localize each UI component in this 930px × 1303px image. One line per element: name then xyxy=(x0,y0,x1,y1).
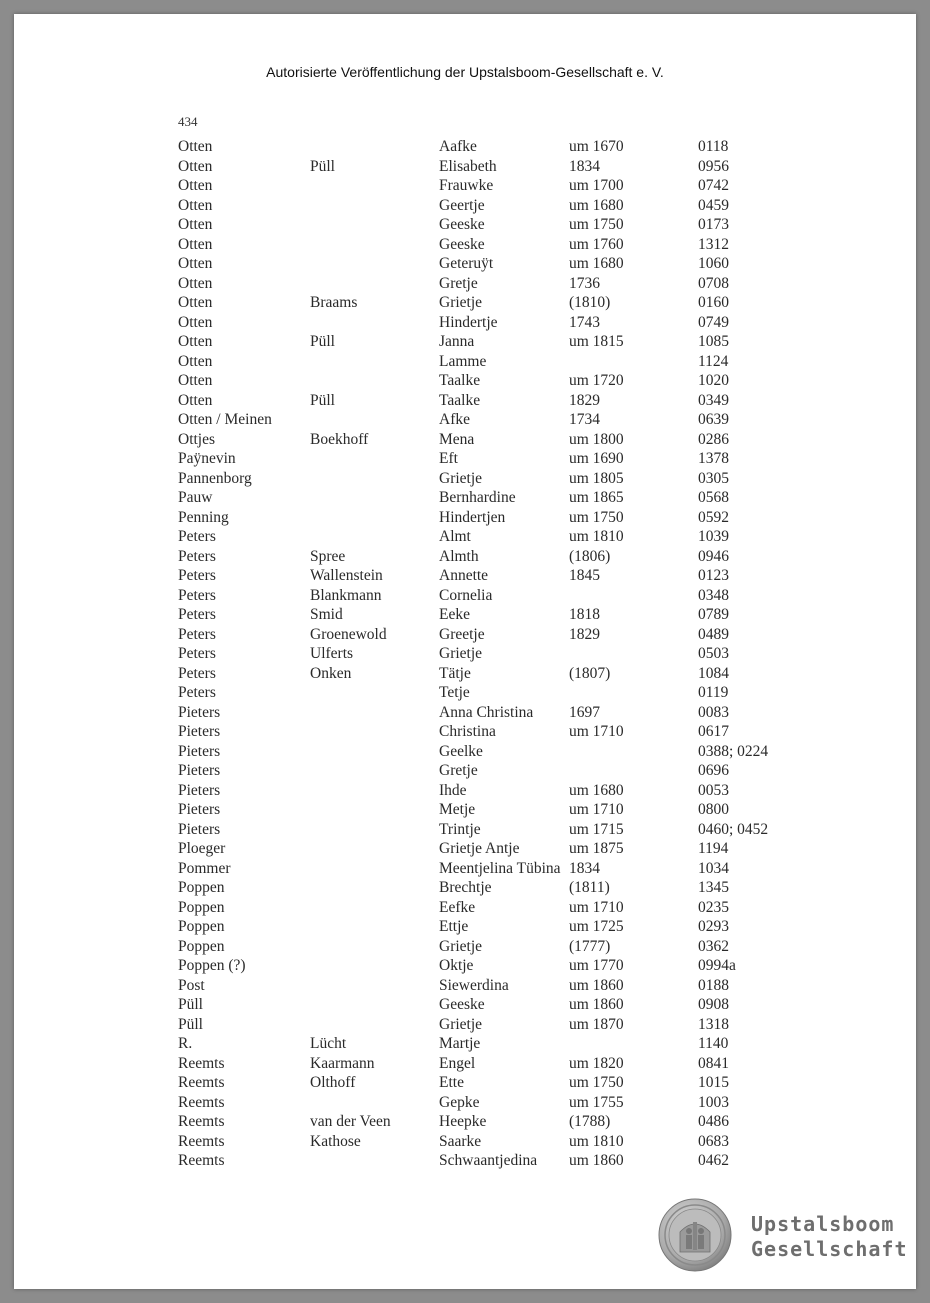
given-name-cell: Grietje xyxy=(439,294,483,311)
date-cell: 1818 xyxy=(569,606,600,623)
surname-cell: Otten xyxy=(178,196,213,214)
reference-cell: 1194 xyxy=(698,840,729,857)
table-row xyxy=(14,410,916,430)
reference-cell: 0994a xyxy=(698,957,736,974)
reference-cell: 0708 xyxy=(698,274,729,292)
table-row xyxy=(14,625,916,645)
date-cell: um 1770 xyxy=(569,957,624,974)
alt-name-cell: Püll xyxy=(310,391,335,409)
table-row xyxy=(14,176,916,196)
alt-name-cell: Püll xyxy=(310,157,335,175)
given-name-cell: Gretje xyxy=(439,762,478,779)
date-cell: um 1810 xyxy=(569,528,624,545)
reference-cell: 0348 xyxy=(698,586,729,604)
alt-name-cell: Blankmann xyxy=(310,586,382,604)
alt-name-cell: Smid xyxy=(310,606,343,623)
date-cell: um 1680 xyxy=(569,781,624,799)
date-cell: 1845 xyxy=(569,567,600,584)
alt-name-cell: Spree xyxy=(310,547,346,565)
surname-cell: Pauw xyxy=(178,489,213,506)
table-row xyxy=(14,878,916,898)
reference-cell: 0489 xyxy=(698,625,729,643)
reference-cell: 0305 xyxy=(698,469,729,487)
table-row xyxy=(14,820,916,840)
date-cell: 1834 xyxy=(569,859,600,877)
reference-cell: 0349 xyxy=(698,391,729,409)
date-cell: um 1710 xyxy=(569,723,624,740)
date-cell: 1743 xyxy=(569,313,600,331)
surname-cell: Post xyxy=(178,976,205,994)
date-cell: um 1750 xyxy=(569,216,624,233)
surname-cell: Otten xyxy=(178,333,213,350)
reference-cell: 0683 xyxy=(698,1132,729,1150)
date-cell: (1807) xyxy=(569,664,611,682)
reference-cell: 1034 xyxy=(698,859,729,877)
surname-cell: Pieters xyxy=(178,742,221,760)
table-row xyxy=(14,469,916,489)
surname-cell: Peters xyxy=(178,684,216,701)
reference-cell: 0749 xyxy=(698,313,729,331)
reference-cell: 1020 xyxy=(698,372,729,389)
given-name-cell: Lamme xyxy=(439,352,487,370)
given-name-cell: Saarke xyxy=(439,1132,482,1150)
reference-cell: 0503 xyxy=(698,645,729,662)
surname-cell: Otten xyxy=(178,255,213,272)
date-cell: um 1805 xyxy=(569,469,624,487)
surname-cell: Poppen (?) xyxy=(178,957,246,974)
reference-cell: 0286 xyxy=(698,430,729,448)
reference-cell: 0568 xyxy=(698,489,729,506)
given-name-cell: Grietje xyxy=(439,645,483,662)
given-name-cell: Anna Christina xyxy=(439,703,534,721)
table-row xyxy=(14,430,916,450)
given-name-cell: Geeske xyxy=(439,996,485,1013)
surname-cell: Paÿnevin xyxy=(178,450,236,467)
given-name-cell: Geertje xyxy=(439,196,485,214)
surname-cell: Pieters xyxy=(178,820,221,838)
surname-cell: Poppen xyxy=(178,918,225,935)
surname-cell: Pieters xyxy=(178,723,221,740)
given-name-cell: Annette xyxy=(439,567,489,584)
surname-cell: Otten xyxy=(178,391,213,409)
table-row xyxy=(14,995,916,1015)
page-header: Autorisierte Veröffentlichung der Upstalsboom-Gesellschaft e. V. xyxy=(266,64,664,80)
date-cell: um 1865 xyxy=(569,489,624,506)
given-name-cell: Almt xyxy=(439,528,471,545)
logo-line-2: Gesellschaft xyxy=(751,1237,908,1261)
reference-cell: 0742 xyxy=(698,177,729,194)
alt-name-cell: Boekhoff xyxy=(310,430,369,448)
table-row xyxy=(14,1073,916,1093)
table-row xyxy=(14,586,916,606)
table-row xyxy=(14,332,916,352)
reference-cell: 0293 xyxy=(698,918,729,935)
given-name-cell: Bernhardine xyxy=(439,489,516,506)
given-name-cell: Hindertjen xyxy=(439,508,506,526)
surname-cell: Peters xyxy=(178,645,216,662)
table-row xyxy=(14,956,916,976)
surname-cell: Poppen xyxy=(178,898,225,916)
given-name-cell: Geeske xyxy=(439,216,485,233)
date-cell: (1788) xyxy=(569,1113,611,1130)
given-name-cell: Grietje xyxy=(439,937,483,955)
table-row xyxy=(14,1015,916,1035)
date-cell: um 1750 xyxy=(569,508,624,526)
date-cell: um 1815 xyxy=(569,333,624,350)
given-name-cell: Gretje xyxy=(439,274,478,292)
surname-cell: Püll xyxy=(178,1015,203,1033)
date-cell: um 1710 xyxy=(569,801,624,818)
reference-cell: 1140 xyxy=(698,1035,729,1052)
date-cell: (1810) xyxy=(569,294,611,311)
table-row xyxy=(14,1093,916,1113)
surname-cell: Otten xyxy=(178,372,213,389)
surname-cell: Otten xyxy=(178,216,213,233)
table-row xyxy=(14,1054,916,1074)
given-name-cell: Grietje xyxy=(439,469,483,487)
table-row xyxy=(14,157,916,177)
table-row xyxy=(14,917,916,937)
alt-name-cell: Kaarmann xyxy=(310,1054,375,1072)
date-cell: um 1715 xyxy=(569,820,624,838)
reference-cell: 1003 xyxy=(698,1093,729,1111)
given-name-cell: Grietje Antje xyxy=(439,840,520,857)
table-row xyxy=(14,508,916,528)
surname-cell: Ploeger xyxy=(178,840,226,857)
table-row xyxy=(14,859,916,879)
table-row xyxy=(14,352,916,372)
surname-cell: Penning xyxy=(178,508,229,526)
alt-name-cell: Groenewold xyxy=(310,625,387,643)
reference-cell: 0362 xyxy=(698,937,729,955)
given-name-cell: Cornelia xyxy=(439,586,493,604)
given-name-cell: Geteruÿt xyxy=(439,255,494,272)
table-row xyxy=(14,391,916,411)
date-cell: um 1800 xyxy=(569,430,624,448)
reference-cell: 1312 xyxy=(698,235,729,253)
date-cell: um 1725 xyxy=(569,918,624,935)
given-name-cell: Schwaantjedina xyxy=(439,1152,538,1169)
surname-cell: Peters xyxy=(178,547,216,565)
reference-cell: 0800 xyxy=(698,801,729,818)
given-name-cell: Christina xyxy=(439,723,496,740)
table-row xyxy=(14,976,916,996)
date-cell: um 1760 xyxy=(569,235,624,253)
date-cell: (1777) xyxy=(569,937,611,955)
surname-cell: Pieters xyxy=(178,703,221,721)
date-cell: 1829 xyxy=(569,625,600,643)
reference-cell: 0053 xyxy=(698,781,729,799)
alt-name-cell: Püll xyxy=(310,333,335,350)
table-row xyxy=(14,781,916,801)
surname-cell: Otten xyxy=(178,157,213,175)
reference-cell: 0696 xyxy=(698,762,729,779)
alt-name-cell: Ulferts xyxy=(310,645,354,662)
date-cell: (1811) xyxy=(569,879,610,896)
surname-cell: Ottjes xyxy=(178,430,216,448)
date-cell: 1829 xyxy=(569,391,600,409)
table-row xyxy=(14,488,916,508)
alt-name-cell: Onken xyxy=(310,664,352,682)
alt-name-cell: Lücht xyxy=(310,1035,347,1052)
given-name-cell: Ihde xyxy=(439,781,467,799)
table-row xyxy=(14,215,916,235)
surname-cell: Pommer xyxy=(178,859,231,877)
surname-cell: Reemts xyxy=(178,1152,225,1169)
date-cell: 1734 xyxy=(569,411,600,428)
surname-cell: Peters xyxy=(178,567,216,584)
reference-cell: 0946 xyxy=(698,547,729,565)
surname-cell: Peters xyxy=(178,664,216,682)
reference-cell: 1085 xyxy=(698,333,729,350)
given-name-cell: Gepke xyxy=(439,1093,480,1111)
given-name-cell: Eeke xyxy=(439,606,470,623)
reference-cell: 1060 xyxy=(698,255,729,272)
surname-cell: R. xyxy=(178,1035,193,1052)
surname-cell: Peters xyxy=(178,625,216,643)
table-row xyxy=(14,644,916,664)
given-name-cell: Oktje xyxy=(439,957,474,974)
reference-cell: 0119 xyxy=(698,684,729,701)
given-name-cell: Frauwke xyxy=(439,177,494,194)
reference-cell: 1015 xyxy=(698,1074,729,1091)
date-cell: 1697 xyxy=(569,703,600,721)
given-name-cell: Mena xyxy=(439,430,475,448)
given-name-cell: Hindertje xyxy=(439,313,498,331)
table-row xyxy=(14,293,916,313)
alt-name-cell: Wallenstein xyxy=(310,567,383,584)
surname-cell: Otten xyxy=(178,177,213,194)
reference-cell: 1318 xyxy=(698,1015,729,1033)
date-cell: um 1810 xyxy=(569,1132,624,1150)
given-name-cell: Eft xyxy=(439,450,458,467)
table-row xyxy=(14,703,916,723)
surname-cell: Reemts xyxy=(178,1093,225,1111)
date-cell: um 1875 xyxy=(569,840,624,857)
date-cell: um 1680 xyxy=(569,255,624,272)
given-name-cell: Engel xyxy=(439,1054,476,1072)
reference-cell: 0388; 0224 xyxy=(698,742,769,760)
date-cell: 1736 xyxy=(569,274,600,292)
reference-cell: 0188 xyxy=(698,976,729,994)
surname-cell: Otten xyxy=(178,138,213,155)
date-cell: um 1670 xyxy=(569,138,624,155)
given-name-cell: Siewerdina xyxy=(439,976,509,994)
table-row xyxy=(14,371,916,391)
table-row xyxy=(14,937,916,957)
date-cell: um 1860 xyxy=(569,1152,624,1169)
given-name-cell: Tetje xyxy=(439,684,470,701)
table-row xyxy=(14,254,916,274)
table-row xyxy=(14,1132,916,1152)
reference-cell: 0235 xyxy=(698,898,729,916)
surname-cell: Pannenborg xyxy=(178,469,252,487)
document-page xyxy=(14,14,916,1289)
table-row xyxy=(14,761,916,781)
seal-emblem-icon xyxy=(658,1198,732,1272)
given-name-cell: Geeske xyxy=(439,235,485,253)
given-name-cell: Brechtje xyxy=(439,879,492,896)
table-row xyxy=(14,313,916,333)
surname-cell: Reemts xyxy=(178,1132,225,1150)
table-row xyxy=(14,722,916,742)
surname-cell: Poppen xyxy=(178,879,225,896)
date-cell: um 1700 xyxy=(569,177,624,194)
surname-cell: Otten xyxy=(178,313,213,331)
given-name-cell: Metje xyxy=(439,801,476,818)
reference-cell: 0617 xyxy=(698,723,729,740)
surname-cell: Otten xyxy=(178,352,213,370)
surname-cell: Reemts xyxy=(178,1074,225,1091)
date-cell: um 1680 xyxy=(569,196,624,214)
reference-cell: 0160 xyxy=(698,294,729,311)
date-cell: um 1690 xyxy=(569,450,624,467)
surname-cell: Reemts xyxy=(178,1054,225,1072)
date-cell: um 1750 xyxy=(569,1074,624,1091)
given-name-cell: Ettje xyxy=(439,918,469,935)
given-name-cell: Janna xyxy=(439,333,475,350)
given-name-cell: Aafke xyxy=(439,138,477,155)
table-row xyxy=(14,898,916,918)
table-row xyxy=(14,449,916,469)
reference-cell: 0841 xyxy=(698,1054,729,1072)
date-cell: um 1860 xyxy=(569,976,624,994)
date-cell: um 1860 xyxy=(569,996,624,1013)
date-cell: um 1710 xyxy=(569,898,624,916)
reference-cell: 0486 xyxy=(698,1113,729,1130)
surname-cell: Otten xyxy=(178,294,213,311)
given-name-cell: Heepke xyxy=(439,1113,487,1130)
surname-cell: Peters xyxy=(178,586,216,604)
given-name-cell: Ette xyxy=(439,1074,464,1091)
surname-cell: Peters xyxy=(178,606,216,623)
surname-cell: Pieters xyxy=(178,762,221,779)
reference-cell: 0123 xyxy=(698,567,729,584)
given-name-cell: Eefke xyxy=(439,898,476,916)
surname-cell: Pieters xyxy=(178,801,221,818)
given-name-cell: Greetje xyxy=(439,625,485,643)
reference-cell: 1345 xyxy=(698,879,729,896)
table-row xyxy=(14,1151,916,1171)
given-name-cell: Martje xyxy=(439,1035,481,1052)
surname-cell: Poppen xyxy=(178,937,225,955)
table-row xyxy=(14,1034,916,1054)
table-row xyxy=(14,274,916,294)
given-name-cell: Elisabeth xyxy=(439,157,497,175)
table-row xyxy=(14,235,916,255)
surname-cell: Otten xyxy=(178,274,213,292)
register-table xyxy=(14,137,916,1171)
reference-cell: 0083 xyxy=(698,703,729,721)
table-row xyxy=(14,664,916,684)
given-name-cell: Afke xyxy=(439,411,470,428)
reference-cell: 1124 xyxy=(698,352,729,370)
reference-cell: 1039 xyxy=(698,528,729,545)
surname-cell: Otten xyxy=(178,235,213,253)
reference-cell: 0118 xyxy=(698,138,729,155)
alt-name-cell: van der Veen xyxy=(310,1113,391,1130)
surname-cell: Reemts xyxy=(178,1113,225,1130)
reference-cell: 0462 xyxy=(698,1152,729,1169)
given-name-cell: Meentjelina Tübina xyxy=(439,859,561,877)
table-row xyxy=(14,196,916,216)
date-cell: um 1755 xyxy=(569,1093,624,1111)
given-name-cell: Taalke xyxy=(439,372,481,389)
surname-cell: Pieters xyxy=(178,781,221,799)
given-name-cell: Geelke xyxy=(439,742,483,760)
logo-line-1: Upstalsboom xyxy=(751,1212,895,1236)
reference-cell: 0908 xyxy=(698,996,729,1013)
reference-cell: 0173 xyxy=(698,216,729,233)
date-cell: 1834 xyxy=(569,157,600,175)
surname-cell: Peters xyxy=(178,528,216,545)
reference-cell: 0956 xyxy=(698,157,729,175)
given-name-cell: Trintje xyxy=(439,820,481,838)
table-row xyxy=(14,800,916,820)
table-row xyxy=(14,839,916,859)
page-number: 434 xyxy=(178,114,198,129)
reference-cell: 0789 xyxy=(698,606,729,623)
date-cell: um 1870 xyxy=(569,1015,624,1033)
society-logo xyxy=(658,1198,908,1274)
table-row xyxy=(14,566,916,586)
table-row xyxy=(14,683,916,703)
surname-cell: Otten / Meinen xyxy=(178,411,272,428)
table-row xyxy=(14,605,916,625)
alt-name-cell: Kathose xyxy=(310,1132,361,1150)
given-name-cell: Almth xyxy=(439,547,479,565)
date-cell: um 1820 xyxy=(569,1054,624,1072)
reference-cell: 0460; 0452 xyxy=(698,820,769,838)
given-name-cell: Tätje xyxy=(439,664,471,682)
table-row xyxy=(14,1112,916,1132)
table-row xyxy=(14,137,916,157)
date-cell: um 1720 xyxy=(569,372,624,389)
date-cell: (1806) xyxy=(569,547,611,565)
table-row xyxy=(14,742,916,762)
table-row xyxy=(14,527,916,547)
reference-cell: 0639 xyxy=(698,411,729,428)
reference-cell: 1084 xyxy=(698,664,729,682)
reference-cell: 1378 xyxy=(698,450,729,467)
alt-name-cell: Braams xyxy=(310,294,358,311)
table-row xyxy=(14,547,916,567)
reference-cell: 0459 xyxy=(698,196,729,214)
alt-name-cell: Olthoff xyxy=(310,1074,356,1091)
surname-cell: Püll xyxy=(178,996,203,1013)
given-name-cell: Grietje xyxy=(439,1015,483,1033)
given-name-cell: Taalke xyxy=(439,391,481,409)
reference-cell: 0592 xyxy=(698,508,729,526)
